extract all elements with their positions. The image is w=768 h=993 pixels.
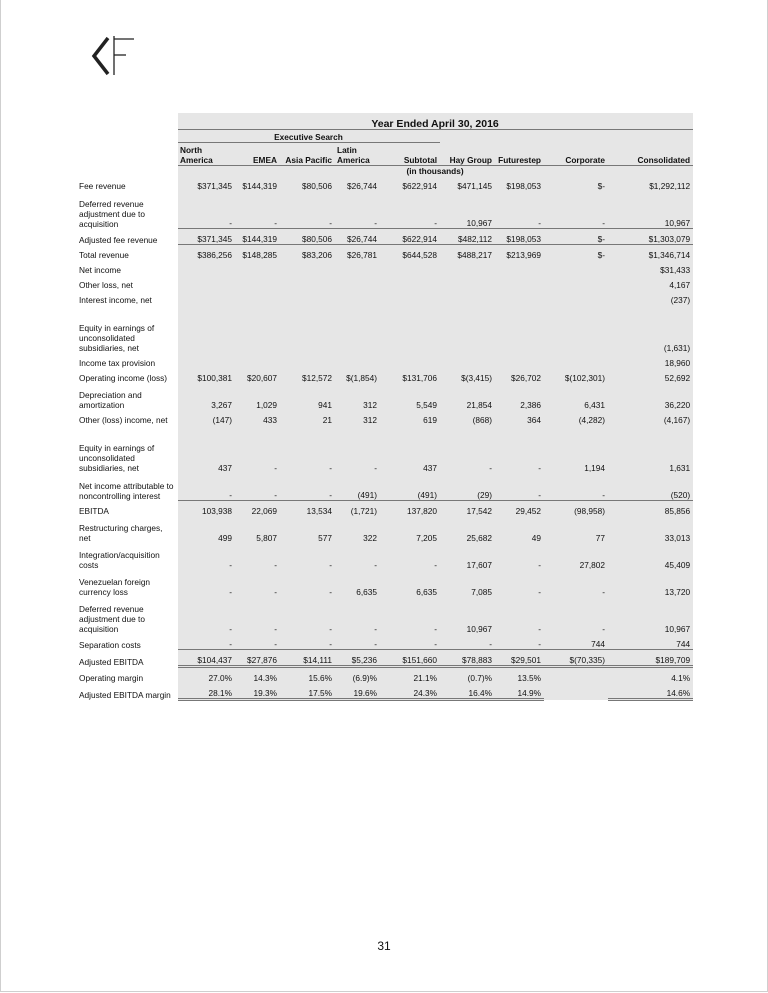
table-cell bbox=[440, 290, 495, 305]
table-row bbox=[78, 543, 693, 570]
table-cell: 4.1% bbox=[608, 667, 693, 684]
table-cell: - bbox=[235, 191, 280, 229]
table-cell bbox=[495, 290, 544, 305]
table-cell: $148,285 bbox=[235, 245, 280, 261]
table-cell: 18,960 bbox=[608, 353, 693, 368]
table-cell bbox=[235, 290, 280, 305]
table-cell bbox=[495, 353, 544, 368]
table-cell: 7,205 bbox=[380, 516, 440, 543]
table-cell: 322 bbox=[335, 516, 380, 543]
table-cell bbox=[440, 353, 495, 368]
table-cell: (6.9)% bbox=[335, 667, 380, 684]
table-cell: 364 bbox=[495, 410, 544, 425]
table-cell: 2,386 bbox=[495, 383, 544, 410]
table-cell: 14.3% bbox=[235, 667, 280, 684]
table-cell: 941 bbox=[280, 383, 335, 410]
table-cell: 1,029 bbox=[235, 383, 280, 410]
table-cell: 19.6% bbox=[335, 683, 380, 700]
table-cell: 17,542 bbox=[440, 501, 495, 517]
table-cell: (147) bbox=[178, 410, 235, 425]
table-cell: $26,744 bbox=[335, 229, 380, 245]
table-cell: - bbox=[495, 473, 544, 501]
table-cell bbox=[495, 275, 544, 290]
table-cell bbox=[544, 305, 608, 353]
table-cell: 437 bbox=[380, 425, 440, 473]
table-cell: $26,781 bbox=[335, 245, 380, 261]
table-cell: $(70,335) bbox=[544, 650, 608, 667]
row-label: Adjusted EBITDA margin bbox=[79, 689, 171, 700]
table-cell: $83,206 bbox=[280, 245, 335, 261]
row-label: Net income attributable to noncontrolling interest bbox=[79, 480, 174, 501]
table-cell bbox=[380, 353, 440, 368]
table-cell: 7,085 bbox=[440, 570, 495, 597]
table-cell bbox=[544, 683, 608, 700]
table-cell: 21,854 bbox=[440, 383, 495, 410]
table-cell: 13,534 bbox=[280, 501, 335, 517]
row-label: Deferred revenue adjustment due to acquisition bbox=[79, 198, 145, 229]
col-header-subtotal: Subtotal bbox=[380, 143, 440, 166]
table-cell: 13,720 bbox=[608, 570, 693, 597]
table-cell bbox=[495, 305, 544, 353]
table-cell: 13.5% bbox=[495, 667, 544, 684]
table-cell bbox=[544, 667, 608, 684]
table-cell: 24.3% bbox=[380, 683, 440, 700]
col-header-hay-group: Hay Group bbox=[440, 143, 495, 166]
table-row bbox=[78, 501, 693, 517]
table-cell: 6,635 bbox=[380, 570, 440, 597]
table-cell: 499 bbox=[178, 516, 235, 543]
table-cell: 744 bbox=[544, 634, 608, 650]
table-cell: 52,692 bbox=[608, 368, 693, 383]
table-cell: $26,702 bbox=[495, 368, 544, 383]
table-cell: 21 bbox=[280, 410, 335, 425]
col-header-corporate: Corporate bbox=[544, 143, 608, 166]
table-cell: $371,345 bbox=[178, 229, 235, 245]
table-cell: 21.1% bbox=[380, 667, 440, 684]
table-cell: $12,572 bbox=[280, 368, 335, 383]
table-cell: $471,145 bbox=[440, 176, 495, 191]
table-cell: (491) bbox=[335, 473, 380, 501]
table-cell bbox=[440, 275, 495, 290]
table-cell: (98,958) bbox=[544, 501, 608, 517]
row-label: Other (loss) income, net bbox=[79, 415, 168, 425]
table-cell: - bbox=[235, 473, 280, 501]
table-row bbox=[78, 683, 693, 700]
table-cell bbox=[380, 305, 440, 353]
table-cell: $5,236 bbox=[335, 650, 380, 667]
table-cell: $1,292,112 bbox=[608, 176, 693, 191]
table-cell: 619 bbox=[380, 410, 440, 425]
table-cell: - bbox=[440, 634, 495, 650]
row-label: Equity in earnings of unconsolidated subsidiaries, net bbox=[79, 443, 155, 473]
table-cell bbox=[280, 305, 335, 353]
table-cell: 14.6% bbox=[608, 683, 693, 700]
row-label: Deferred revenue adjustment due to acquisition bbox=[79, 604, 145, 634]
table-cell: $29,501 bbox=[495, 650, 544, 667]
table-row bbox=[78, 650, 693, 667]
table-cell: $78,883 bbox=[440, 650, 495, 667]
table-cell: $371,345 bbox=[178, 176, 235, 191]
table-cell: (4,167) bbox=[608, 410, 693, 425]
table-cell: 16.4% bbox=[440, 683, 495, 700]
table-cell: $26,744 bbox=[335, 176, 380, 191]
table-cell: 437 bbox=[178, 425, 235, 473]
table-cell bbox=[335, 305, 380, 353]
col-header-emea: EMEA bbox=[235, 143, 280, 166]
row-label: Income tax provision bbox=[79, 358, 156, 368]
table-cell: 33,013 bbox=[608, 516, 693, 543]
table-cell: - bbox=[235, 570, 280, 597]
table-cell: 6,431 bbox=[544, 383, 608, 410]
table-cell bbox=[178, 290, 235, 305]
table-cell: $151,660 bbox=[380, 650, 440, 667]
table-cell: 22,069 bbox=[235, 501, 280, 517]
table-cell: - bbox=[440, 425, 495, 473]
table-cell: 29,452 bbox=[495, 501, 544, 517]
table-cell: - bbox=[380, 543, 440, 570]
table-cell bbox=[335, 260, 380, 275]
table-cell: 4,167 bbox=[608, 275, 693, 290]
table-cell: $- bbox=[544, 229, 608, 245]
table-cell: 85,856 bbox=[608, 501, 693, 517]
table-cell: - bbox=[178, 570, 235, 597]
table-cell: 19.3% bbox=[235, 683, 280, 700]
table-cell: 1,194 bbox=[544, 425, 608, 473]
table-cell bbox=[280, 260, 335, 275]
table-cell bbox=[495, 260, 544, 275]
table-cell: $1,303,079 bbox=[608, 229, 693, 245]
table-cell: $27,876 bbox=[235, 650, 280, 667]
table-cell bbox=[544, 353, 608, 368]
table-cell: - bbox=[495, 597, 544, 634]
table-cell: 1,631 bbox=[608, 425, 693, 473]
table-row bbox=[78, 634, 693, 650]
table-cell: $80,506 bbox=[280, 176, 335, 191]
table-cell: 36,220 bbox=[608, 383, 693, 410]
table-cell: $104,437 bbox=[178, 650, 235, 667]
table-cell: $386,256 bbox=[178, 245, 235, 261]
table-cell: $(1,854) bbox=[335, 368, 380, 383]
col-header-asia-pacific: Asia Pacific bbox=[280, 143, 335, 166]
table-cell: 49 bbox=[495, 516, 544, 543]
table-cell: $31,433 bbox=[608, 260, 693, 275]
table-cell: $100,381 bbox=[178, 368, 235, 383]
col-header-futurestep: Futurestep bbox=[495, 143, 544, 166]
table-row bbox=[78, 229, 693, 245]
table-row bbox=[78, 305, 693, 353]
table-cell bbox=[335, 290, 380, 305]
table-row bbox=[78, 353, 693, 368]
table-cell bbox=[544, 290, 608, 305]
table-row bbox=[78, 597, 693, 634]
table-row bbox=[78, 275, 693, 290]
row-label: Net income bbox=[79, 265, 121, 275]
table-cell: - bbox=[280, 543, 335, 570]
table-cell: $20,607 bbox=[235, 368, 280, 383]
table-cell: - bbox=[178, 543, 235, 570]
table-row bbox=[78, 368, 693, 383]
table-cell: 17,607 bbox=[440, 543, 495, 570]
table-cell: $189,709 bbox=[608, 650, 693, 667]
table-cell bbox=[380, 260, 440, 275]
table-cell bbox=[440, 305, 495, 353]
table-cell: 45,409 bbox=[608, 543, 693, 570]
col-header-consolidated: Consolidated bbox=[608, 143, 693, 166]
table-cell: 27,802 bbox=[544, 543, 608, 570]
table-cell bbox=[440, 260, 495, 275]
table-cell: $144,319 bbox=[235, 176, 280, 191]
table-cell: - bbox=[380, 191, 440, 229]
table-cell: - bbox=[280, 634, 335, 650]
table-cell: - bbox=[235, 425, 280, 473]
table-cell: 312 bbox=[335, 383, 380, 410]
table-cell: - bbox=[495, 543, 544, 570]
table-cell: 10,967 bbox=[440, 597, 495, 634]
table-cell: - bbox=[495, 634, 544, 650]
table-cell: $644,528 bbox=[380, 245, 440, 261]
table-cell: $(3,415) bbox=[440, 368, 495, 383]
row-label: Depreciation and amortization bbox=[79, 390, 142, 410]
page-number: 31 bbox=[377, 939, 391, 953]
table-cell: - bbox=[495, 425, 544, 473]
table-cell: - bbox=[280, 570, 335, 597]
table-cell bbox=[380, 275, 440, 290]
table-cell: 27.0% bbox=[178, 667, 235, 684]
table-cell: - bbox=[178, 473, 235, 501]
row-label: Equity in earnings of unconsolidated subsidiaries, net bbox=[79, 323, 155, 353]
year-header: Year Ended April 30, 2016 bbox=[178, 113, 693, 130]
financial-table bbox=[78, 113, 693, 701]
table-cell: - bbox=[178, 191, 235, 229]
table-cell bbox=[280, 275, 335, 290]
table-cell: - bbox=[280, 473, 335, 501]
table-cell: 312 bbox=[335, 410, 380, 425]
table-cell: - bbox=[335, 634, 380, 650]
table-cell: - bbox=[544, 473, 608, 501]
table-row bbox=[78, 383, 693, 410]
table-cell: 744 bbox=[608, 634, 693, 650]
table-cell bbox=[544, 275, 608, 290]
table-cell: - bbox=[280, 191, 335, 229]
table-cell: - bbox=[495, 191, 544, 229]
table-cell: 137,820 bbox=[380, 501, 440, 517]
table-row bbox=[78, 245, 693, 261]
table-cell: $622,914 bbox=[380, 176, 440, 191]
table-cell: (520) bbox=[608, 473, 693, 501]
row-label: Restructuring charges, net bbox=[79, 523, 163, 543]
row-label: Operating income (loss) bbox=[79, 373, 168, 383]
table-cell: 5,807 bbox=[235, 516, 280, 543]
table-cell: (1,721) bbox=[335, 501, 380, 517]
table-cell: $- bbox=[544, 245, 608, 261]
units-label: (in thousands) bbox=[178, 166, 693, 177]
row-label: Operating margin bbox=[79, 673, 144, 683]
table-cell bbox=[178, 260, 235, 275]
table-cell: 103,938 bbox=[178, 501, 235, 517]
table-cell: - bbox=[380, 597, 440, 634]
table-cell bbox=[235, 305, 280, 353]
table-cell bbox=[544, 260, 608, 275]
executive-search-header: Executive Search bbox=[178, 130, 440, 143]
row-label: Total revenue bbox=[79, 250, 129, 260]
table-cell: $622,914 bbox=[380, 229, 440, 245]
row-label: Other loss, net bbox=[79, 280, 133, 290]
table-cell: 15.6% bbox=[280, 667, 335, 684]
table-cell bbox=[178, 275, 235, 290]
table-cell: 10,967 bbox=[608, 597, 693, 634]
table-cell: 577 bbox=[280, 516, 335, 543]
table-cell: 10,967 bbox=[608, 191, 693, 229]
table-cell: 10,967 bbox=[440, 191, 495, 229]
table-cell bbox=[280, 353, 335, 368]
table-cell: $14,111 bbox=[280, 650, 335, 667]
table-cell: (491) bbox=[380, 473, 440, 501]
table-cell: - bbox=[335, 543, 380, 570]
kf-logo-icon bbox=[88, 34, 136, 76]
table-row bbox=[78, 425, 693, 473]
table-row bbox=[78, 516, 693, 543]
table-cell: $144,319 bbox=[235, 229, 280, 245]
table-cell: 25,682 bbox=[440, 516, 495, 543]
table-cell: $80,506 bbox=[280, 229, 335, 245]
table-cell: - bbox=[544, 597, 608, 634]
table-cell: - bbox=[544, 191, 608, 229]
table-cell: - bbox=[178, 634, 235, 650]
table-cell: (0.7)% bbox=[440, 667, 495, 684]
row-label: EBITDA bbox=[79, 506, 109, 516]
table-row bbox=[78, 667, 693, 684]
table-cell bbox=[380, 290, 440, 305]
table-cell: - bbox=[335, 191, 380, 229]
table-cell bbox=[335, 275, 380, 290]
table-cell: $198,053 bbox=[495, 176, 544, 191]
col-header-north-america: North America bbox=[178, 143, 235, 166]
table-cell: (1,631) bbox=[608, 305, 693, 353]
table-cell: 77 bbox=[544, 516, 608, 543]
table-cell: $131,706 bbox=[380, 368, 440, 383]
col-header-latin-america: Latin America bbox=[335, 143, 380, 166]
table-cell: $198,053 bbox=[495, 229, 544, 245]
table-cell: - bbox=[495, 570, 544, 597]
table-cell: (29) bbox=[440, 473, 495, 501]
row-label: Fee revenue bbox=[79, 181, 126, 191]
table-cell bbox=[178, 305, 235, 353]
table-cell: 17.5% bbox=[280, 683, 335, 700]
table-row bbox=[78, 290, 693, 305]
table-cell: 6,635 bbox=[335, 570, 380, 597]
table-cell: $- bbox=[544, 176, 608, 191]
table-cell: $482,112 bbox=[440, 229, 495, 245]
table-cell: - bbox=[335, 425, 380, 473]
table-cell: - bbox=[280, 425, 335, 473]
row-label: Separation costs bbox=[79, 639, 141, 650]
table-cell: 3,267 bbox=[178, 383, 235, 410]
table-row bbox=[78, 410, 693, 425]
table-cell: $488,217 bbox=[440, 245, 495, 261]
table-cell bbox=[178, 353, 235, 368]
table-cell: $(102,301) bbox=[544, 368, 608, 383]
row-label: Interest income, net bbox=[79, 295, 152, 305]
table-cell bbox=[235, 275, 280, 290]
table-row bbox=[78, 191, 693, 229]
table-cell: - bbox=[380, 634, 440, 650]
table-cell: 14.9% bbox=[495, 683, 544, 700]
table-cell: - bbox=[235, 634, 280, 650]
table-cell: - bbox=[178, 597, 235, 634]
table-cell: 28.1% bbox=[178, 683, 235, 700]
table-row bbox=[78, 473, 693, 501]
row-label: Integration/acquisition costs bbox=[79, 550, 160, 570]
table-cell: - bbox=[235, 597, 280, 634]
table-cell: (868) bbox=[440, 410, 495, 425]
row-label: Adjusted EBITDA bbox=[79, 656, 144, 667]
row-label: Venezuelan foreign currency loss bbox=[79, 577, 151, 597]
table-cell: 5,549 bbox=[380, 383, 440, 410]
table-cell: 433 bbox=[235, 410, 280, 425]
table-cell bbox=[335, 353, 380, 368]
table-row bbox=[78, 260, 693, 275]
table-cell bbox=[235, 353, 280, 368]
table-cell bbox=[235, 260, 280, 275]
table-cell: - bbox=[544, 570, 608, 597]
table-cell: - bbox=[280, 597, 335, 634]
table-cell: $213,969 bbox=[495, 245, 544, 261]
row-label: Adjusted fee revenue bbox=[79, 234, 158, 245]
table-row bbox=[78, 176, 693, 191]
table-cell: $1,346,714 bbox=[608, 245, 693, 261]
table-cell: (237) bbox=[608, 290, 693, 305]
table-cell: (4,282) bbox=[544, 410, 608, 425]
table-row bbox=[78, 570, 693, 597]
table-cell: - bbox=[335, 597, 380, 634]
table-cell: - bbox=[235, 543, 280, 570]
table-cell bbox=[280, 290, 335, 305]
